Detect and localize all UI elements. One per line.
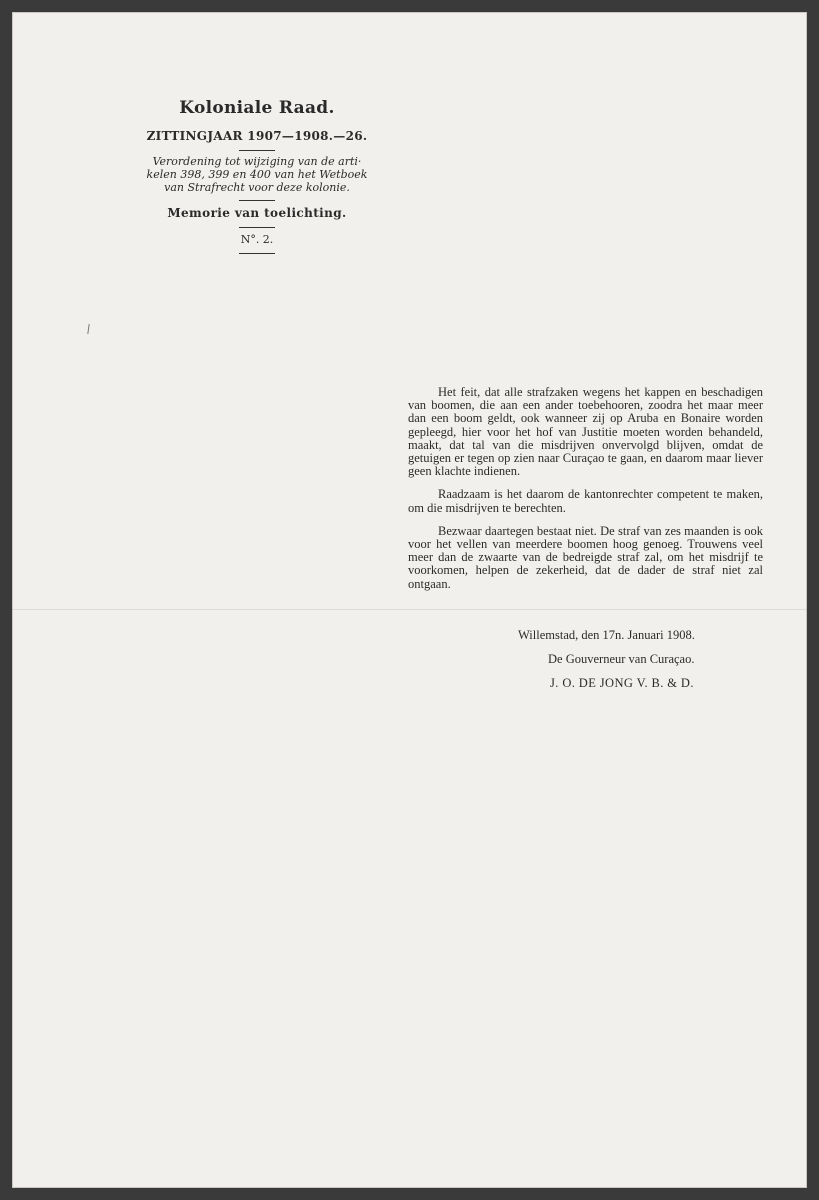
session-line: ZITTINGJAAR 1907—1908.—26.: [146, 129, 368, 143]
divider: [239, 253, 275, 254]
divider: [239, 200, 275, 201]
subject-line: Verordening tot wijziging van de arti·: [152, 155, 362, 168]
place-date: Willemstad, den 17n. Januari 1908.: [518, 628, 695, 642]
signatory-role: De Gouverneur van Curaçao.: [548, 652, 695, 666]
document-header: [112, 94, 402, 258]
ink-mark: [87, 324, 89, 334]
paper-fold: [12, 609, 807, 610]
subject-block: [112, 155, 402, 194]
subject-line: kelen 398, 399 en 400 van het Wetboek: [146, 168, 368, 181]
body-paragraph: Raadzaam is het daarom de kantonrechter competent te maken, om die misdrijven te berechten.: [408, 487, 763, 515]
body-paragraph: Bezwaar daartegen bestaat niet. De straf van zes maanden is ook voor het vellen van meerdere boomen hoog genoeg. Trouwens veel meer dan de zwaarte van de bedreigde straf zal, om het misdrijf te voorkomen, helpen de zekerheid, dat de dader de straf niet zal ontgaan.: [408, 523, 763, 591]
document-page: [12, 12, 807, 1188]
memo-body: [408, 386, 763, 601]
memo-title: Memorie van toelichting.: [167, 206, 347, 220]
signatory-name: J. O. DE JONG V. B. & D.: [550, 676, 694, 690]
body-paragraph: Het feit, dat alle strafzaken wegens het kappen en beschadigen van boomen, die aan een ander toebehooren, zoodra het maar meer dan een boom geldt, ook wanneer zij op Aruba en Bonaire worden gepleegd, hier voor het hof van Justitie moeten worden behandeld, maakt, dat tal van die misdrijven onvervolgd blijven, omdat de getuigen er tegen op zien naar Curaçao te gaan, en daarom maar liever geen klachte indienen.: [408, 385, 763, 479]
council-title: Koloniale Raad.: [179, 98, 335, 118]
document-number: N°. 2.: [240, 233, 274, 246]
divider: [239, 150, 275, 151]
divider: [239, 227, 275, 228]
subject-line: van Strafrecht voor deze kolonie.: [164, 181, 350, 194]
